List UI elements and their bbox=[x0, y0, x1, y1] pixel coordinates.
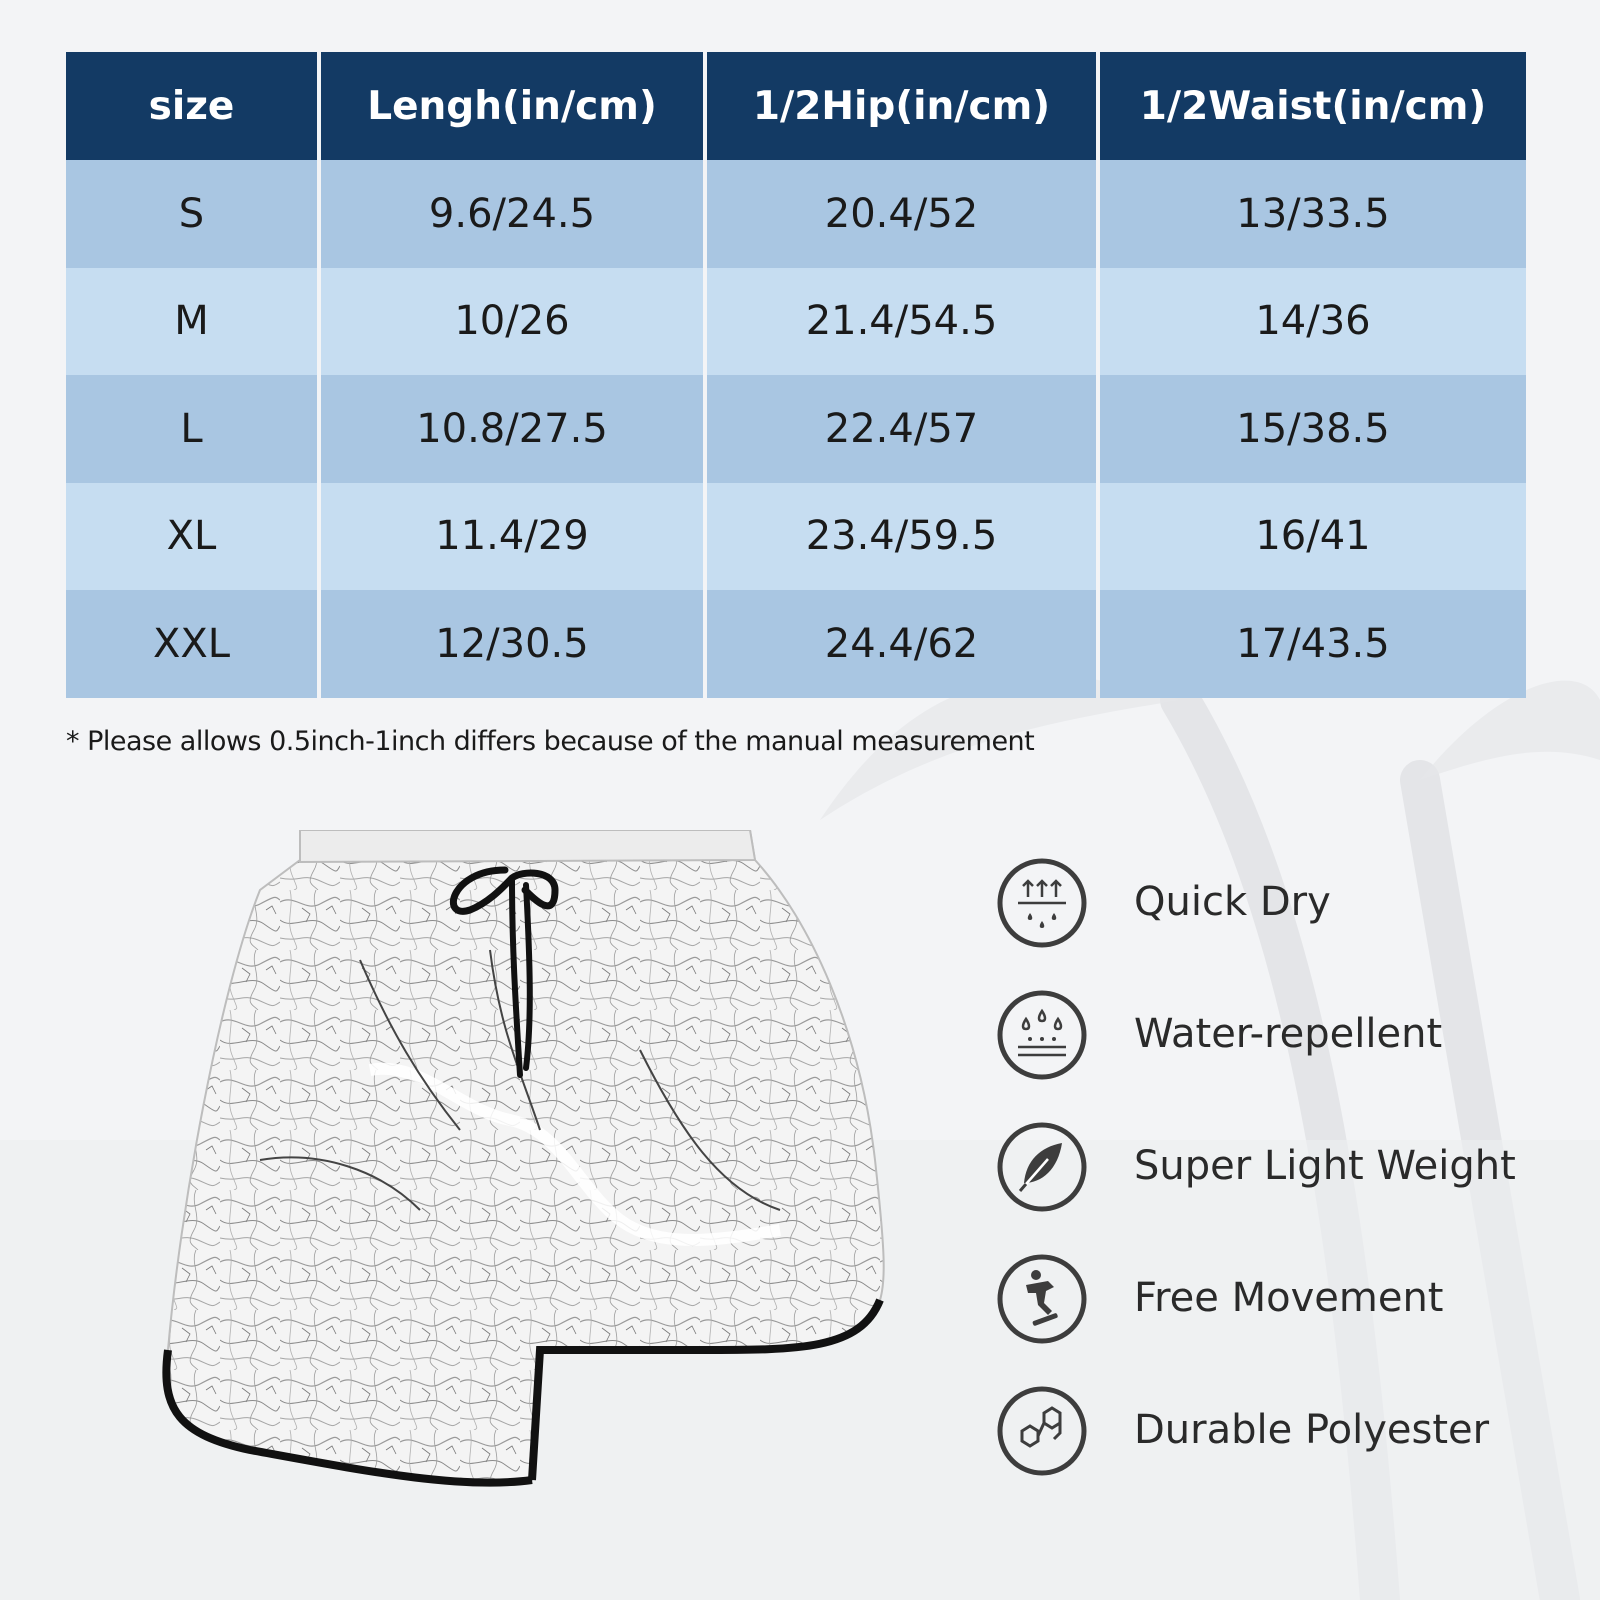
cell-size: S bbox=[66, 160, 317, 268]
size-chart-table bbox=[62, 52, 1530, 698]
header-size: size bbox=[66, 52, 317, 160]
cell-length: 10.8/27.5 bbox=[321, 375, 703, 483]
cell-hip: 23.4/59.5 bbox=[707, 483, 1096, 591]
feather-icon bbox=[996, 1121, 1088, 1213]
cell-size: XXL bbox=[66, 590, 317, 698]
cell-waist: 17/43.5 bbox=[1100, 590, 1526, 698]
feature-free-movement bbox=[996, 1253, 1556, 1349]
feature-label: Quick Dry bbox=[1134, 879, 1331, 925]
cell-hip: 24.4/62 bbox=[707, 590, 1096, 698]
cell-hip: 21.4/54.5 bbox=[707, 268, 1096, 376]
shorts-product-image bbox=[160, 830, 900, 1530]
cell-waist: 16/41 bbox=[1100, 483, 1526, 591]
feature-label: Water-repellent bbox=[1134, 1011, 1443, 1057]
header-half-hip: 1/2Hip(in/cm) bbox=[707, 52, 1096, 160]
cell-waist: 13/33.5 bbox=[1100, 160, 1526, 268]
cell-size: XL bbox=[66, 483, 317, 591]
cell-hip: 20.4/52 bbox=[707, 160, 1096, 268]
feature-super-light-weight bbox=[996, 1121, 1556, 1217]
cell-waist: 15/38.5 bbox=[1100, 375, 1526, 483]
table-row bbox=[66, 160, 1526, 268]
quick-dry-icon bbox=[996, 857, 1088, 949]
cell-size: L bbox=[66, 375, 317, 483]
feature-label: Durable Polyester bbox=[1134, 1407, 1490, 1453]
cell-length: 12/30.5 bbox=[321, 590, 703, 698]
header-length: Lengh(in/cm) bbox=[321, 52, 703, 160]
table-row bbox=[66, 268, 1526, 376]
cell-length: 11.4/29 bbox=[321, 483, 703, 591]
table-row bbox=[66, 375, 1526, 483]
table-row bbox=[66, 590, 1526, 698]
skateboarder-icon bbox=[996, 1253, 1088, 1345]
measurement-note: * Please allows 0.5inch-1inch differs because of the manual measurement bbox=[66, 726, 1035, 757]
feature-water-repellent bbox=[996, 989, 1556, 1085]
header-half-waist: 1/2Waist(in/cm) bbox=[1100, 52, 1526, 160]
cell-length: 9.6/24.5 bbox=[321, 160, 703, 268]
cell-length: 10/26 bbox=[321, 268, 703, 376]
cell-size: M bbox=[66, 268, 317, 376]
feature-label: Super Light Weight bbox=[1134, 1143, 1516, 1189]
cell-hip: 22.4/57 bbox=[707, 375, 1096, 483]
feature-quick-dry bbox=[996, 857, 1556, 953]
cell-waist: 14/36 bbox=[1100, 268, 1526, 376]
feature-label: Free Movement bbox=[1134, 1275, 1444, 1321]
table-row bbox=[66, 483, 1526, 591]
water-repellent-icon bbox=[996, 989, 1088, 1081]
molecule-icon bbox=[996, 1385, 1088, 1477]
feature-durable-polyester bbox=[996, 1385, 1556, 1481]
size-chart-header-row bbox=[66, 52, 1526, 160]
